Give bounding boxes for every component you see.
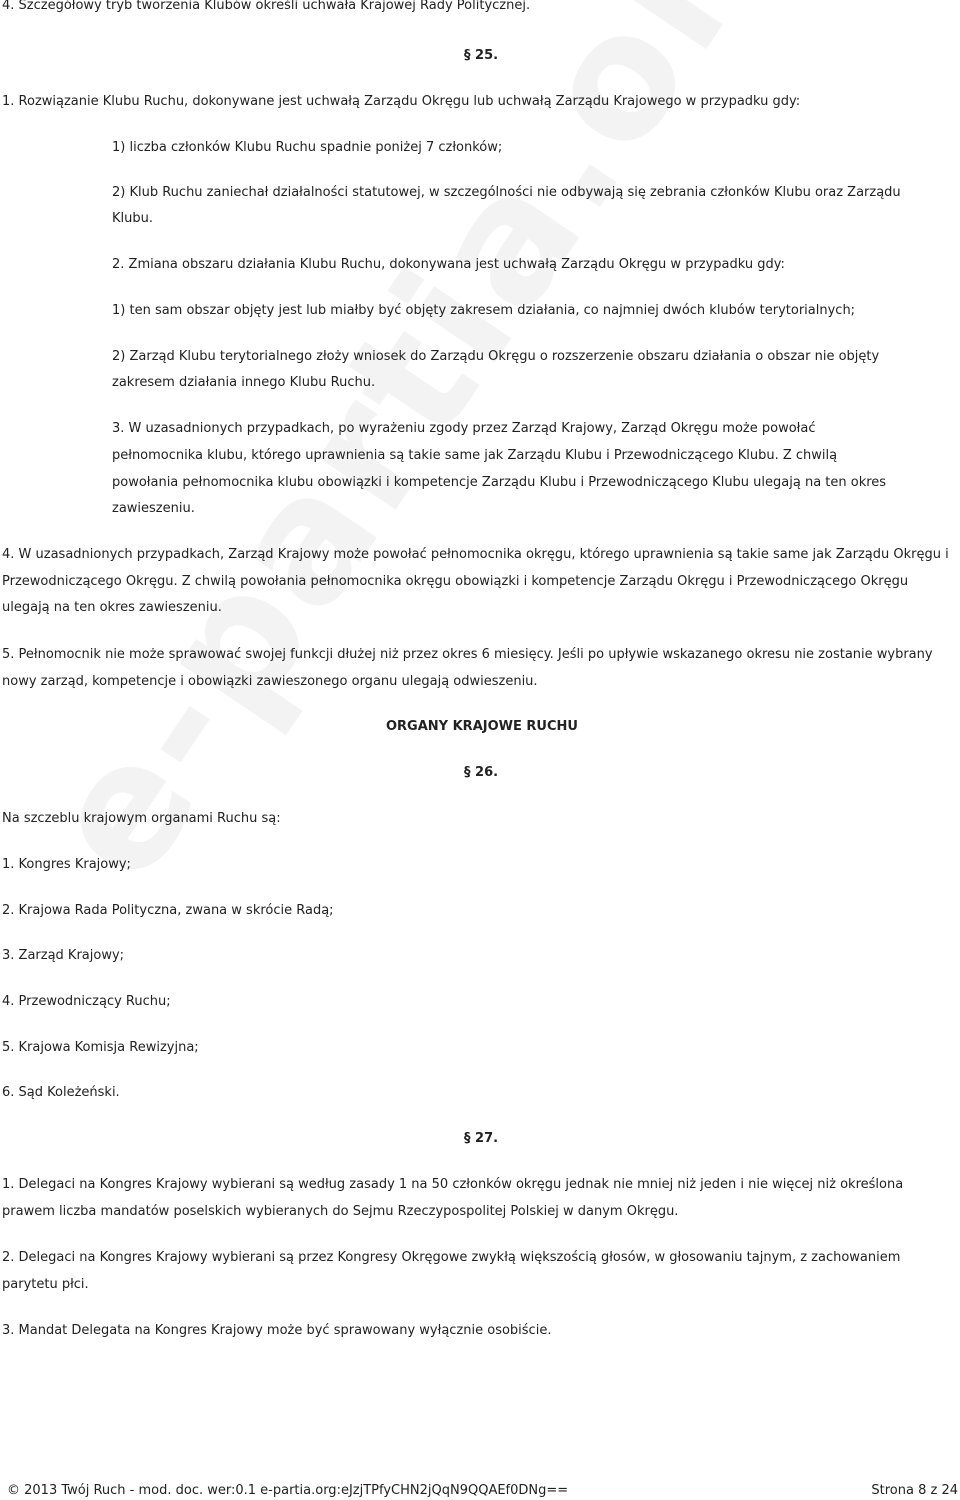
paragraph-line: pełnomocnika klubu, którego uprawnienia są takie same jak Zarządu Klubu i Przewodniczącego Klubu. Z chwilą bbox=[112, 448, 838, 463]
section-heading: § 26. bbox=[464, 765, 499, 780]
paragraph-line: nowy zarząd, kompetencje i obowiązki zawieszonego organu ulegają odwieszeniu. bbox=[2, 674, 538, 689]
footer-page-number: Strona 8 z 24 bbox=[871, 1483, 958, 1498]
paragraph-line: 4. Szczegółowy tryb tworzenia Klubów określi uchwała Krajowej Rady Politycznej. bbox=[2, 0, 531, 13]
paragraph-line: 5. Pełnomocnik nie może sprawować swojej funkcji dłużej niż przez okres 6 miesięcy. Jeśli po upływie wskazanego okresu nie zostanie wybrany bbox=[2, 647, 933, 662]
list-item: 2) Klub Ruchu zaniechał działalności statutowej, w szczególności nie odbywają się zebrania członków Klubu oraz Zarządu bbox=[112, 185, 901, 200]
paragraph-line: powołania pełnomocnika klubu obowiązki i kompetencje Zarządu Klubu i Przewodniczącego Klubu ulegają na ten okres bbox=[112, 475, 887, 490]
list-item: 1) liczba członków Klubu Ruchu spadnie poniżej 7 członków; bbox=[112, 140, 503, 155]
list-item: zakresem działania innego Klubu Ruchu. bbox=[112, 375, 376, 390]
paragraph-line: Przewodniczącego Okręgu. Z chwilą powołania pełnomocnika okręgu obowiązki i kompetencje Zarządu Okręgu i Przewodniczącego Okręgu bbox=[2, 574, 909, 589]
list-item: 2) Zarząd Klubu terytorialnego złoży wniosek do Zarządu Okręgu o rozszerzenie obszaru działania o obszar nie objęty bbox=[112, 349, 880, 364]
list-item: 3. Zarząd Krajowy; bbox=[2, 948, 125, 963]
paragraph-line: 2. Delegaci na Kongres Krajowy wybierani są przez Kongresy Okręgowe zwykłą większością głosów, w głosowaniu tajnym, z zachowaniem bbox=[2, 1250, 901, 1265]
list-item: 1. Kongres Krajowy; bbox=[2, 857, 131, 872]
paragraph-line: 3. Mandat Delegata na Kongres Krajowy może być sprawowany wyłącznie osobiście. bbox=[2, 1323, 552, 1338]
section-heading: § 25. bbox=[464, 48, 499, 63]
footer-document-info: © 2013 Twój Ruch - mod. doc. wer:0.1 e-partia.org:eJzjTPfyCHN2jQqN9QQAEf0DNg== bbox=[7, 1483, 569, 1498]
list-item: 4. Przewodniczący Ruchu; bbox=[2, 994, 171, 1009]
paragraph-line: prawem liczba mandatów poselskich wybieranych do Sejmu Rzeczypospolitej Polskiej w danym Okręgu. bbox=[2, 1204, 679, 1219]
paragraph-line: 4. W uzasadnionych przypadkach, Zarząd Krajowy może powołać pełnomocnika okręgu, którego uprawnienia są takie same jak Zarządu Okręgu i bbox=[2, 547, 949, 562]
list-item: 6. Sąd Koleżeński. bbox=[2, 1085, 120, 1100]
paragraph-line: zawieszeniu. bbox=[112, 501, 195, 516]
paragraph-line: 2. Zmiana obszaru działania Klubu Ruchu, dokonywana jest uchwałą Zarządu Okręgu w przypadku gdy: bbox=[112, 257, 785, 272]
paragraph-line: 1. Delegaci na Kongres Krajowy wybierani są według zasady 1 na 50 członków okręgu jednak nie mniej niż jeden i nie więcej niż określona bbox=[2, 1177, 904, 1192]
list-item: 5. Krajowa Komisja Rewizyjna; bbox=[2, 1040, 199, 1055]
chapter-heading: ORGANY KRAJOWE RUCHU bbox=[386, 719, 578, 734]
list-item: 2. Krajowa Rada Polityczna, zwana w skrócie Radą; bbox=[2, 903, 334, 918]
paragraph-line: ulegają na ten okres zawieszeniu. bbox=[2, 600, 222, 615]
list-item: Klubu. bbox=[112, 211, 153, 226]
paragraph-line: parytetu płci. bbox=[2, 1277, 89, 1292]
paragraph-line: 1. Rozwiązanie Klubu Ruchu, dokonywane jest uchwałą Zarządu Okręgu lub uchwałą Zarządu Krajowego w przypadku gdy: bbox=[2, 94, 801, 109]
paragraph-line: 3. W uzasadnionych przypadkach, po wyrażeniu zgody przez Zarząd Krajowy, Zarząd Okręgu może powołać bbox=[112, 421, 816, 436]
section-heading: § 27. bbox=[464, 1131, 499, 1146]
list-item: 1) ten sam obszar objęty jest lub miałby być objęty zakresem działania, co najmniej dwóch klubów terytorialnych; bbox=[112, 303, 856, 318]
paragraph-line: Na szczeblu krajowym organami Ruchu są: bbox=[2, 811, 281, 826]
